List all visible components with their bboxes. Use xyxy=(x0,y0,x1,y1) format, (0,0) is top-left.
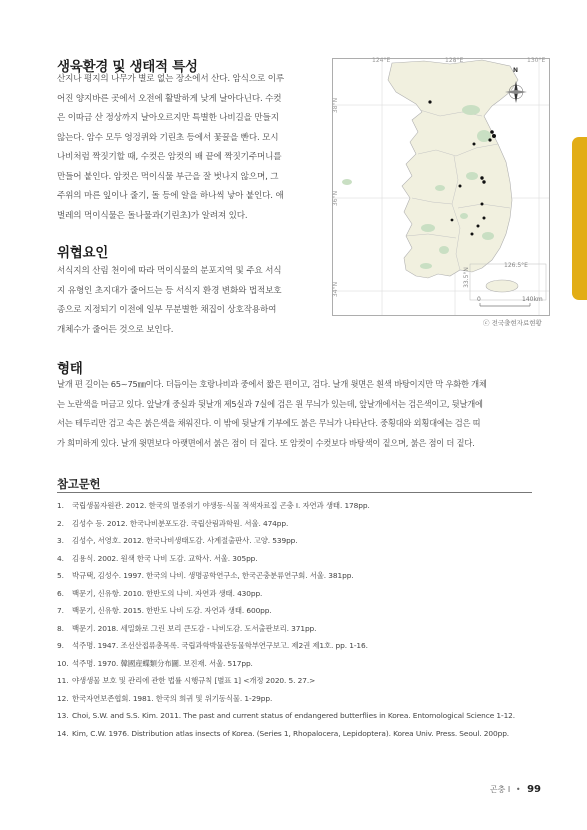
reference-item: 1. 국립생물자원관. 2012. 한국의 멸종위기 야생동·식물 적색자료집 곤충 I. 자연과 생태. 178pp. xyxy=(57,501,370,510)
habitat-line: 은 이따금 산 정상까지 날아오르지만 특별한 나비길을 만들지 xyxy=(57,113,279,123)
reference-item: 10. 석주명. 1970. 韓國産蝶類分布圖. 보진재. 서울. 517pp. xyxy=(57,658,253,668)
reference-item: 13. Choi, S.W. and S.S. Kim. 2011. The past and current status of endangered butterflies in Korea. Entomological Science 1-12. xyxy=(57,711,516,720)
reference-list xyxy=(57,497,537,742)
lon-label-130: 130°E xyxy=(527,57,546,64)
habitat-line: 어진 양지바른 곳에서 오전에 활발하게 낮게 날아다닌다. 수컷 xyxy=(57,93,282,104)
reference-item: 12. 한국자연보존협회. 1981. 한국의 희귀 및 위기동식물. 1-29pp. xyxy=(57,693,273,703)
lon-label-124: 124°E xyxy=(372,57,391,64)
lat-label-38: 38°N xyxy=(332,97,340,114)
habitat-line: 나비처럼 짝짓기할 때, 수컷은 암컷의 배 끝에 짝짓기주머니를 xyxy=(57,152,282,162)
habitat-line: 않는다. 암수 모두 엉겅퀴와 기린초 등에서 꽃꿀을 빤다. 모시 xyxy=(57,132,279,143)
footer-section: 곤충 I xyxy=(489,785,511,794)
morphology-heading: 형태 xyxy=(57,361,83,377)
threats-line: 서식지의 산림 천이에 따라 먹이식물의 분포지역 및 주요 서식 xyxy=(57,266,282,276)
morphology-line: 는 노란색을 머금고 있다. 앞날개 중실과 뒷날개 제5실과 7실에 검은 원 무늬가 있는데, 앞날개에서는 검은색이고, 뒷날개에 xyxy=(57,398,483,409)
habitat-line: 만들어 붙인다. 암컷은 먹이식물 부근을 잘 벗나지 않으며, 그 xyxy=(57,171,279,182)
reference-item: 9. 석주명. 1947. 조선산접류총목록. 국립과학박물관동물학부연구보고. 제2권 제1호. pp. 1-16. xyxy=(57,641,368,650)
threats-heading: 위협요인 xyxy=(57,245,108,261)
inset-lat-label: 33.5°N xyxy=(462,267,470,288)
habitat-text xyxy=(57,70,320,226)
lat-label-34: 34°N xyxy=(332,281,340,298)
references-divider xyxy=(57,492,532,493)
habitat-line: 벌레의 먹이식물은 돌나물과(기린초)가 알려져 있다. xyxy=(57,210,248,221)
morphology-text xyxy=(57,375,542,453)
reference-item: 6. 백문기, 신유항. 2010. 한반도의 나비. 자연과 생태. 430pp. xyxy=(57,588,263,598)
reference-item: 2. 김성수 등. 2012. 한국나비분포도감. 국립산림과학원. 서울. 474pp. xyxy=(57,518,289,528)
map-credit: ⓒ 전국출현자료현황 xyxy=(483,319,542,327)
jeju-island xyxy=(486,280,518,292)
reference-item: 5. 박규택, 김성수. 1997. 한국의 나비. 생명공학연구소, 한국곤충분류연구회. 서울. 381pp. xyxy=(57,571,354,580)
references-heading: 참고문헌 xyxy=(57,477,101,491)
reference-item: 4. 김용식. 2002. 원색 한국 나비 도감. 교학사. 서울. 305pp. xyxy=(57,553,258,563)
map-svg xyxy=(332,58,550,316)
morphology-line: 서는 테두리만 검고 속은 붉은색을 채워진다. 이 밖에 뒷날개 기부에도 붉은 무늬가 나타난다. 중횡대와 외횡대에는 검은 띠 xyxy=(57,418,481,428)
threats-line: 지 유형인 초지대가 줄어드는 등 서식지 환경 변화와 법적보호 xyxy=(57,285,282,296)
reference-item: 8. 백문기. 2018. 세밀화로 그린 보리 큰도감 - 나비도감. 도서출판보리. 371pp. xyxy=(57,623,317,633)
threats-text xyxy=(57,262,320,340)
north-label: N xyxy=(513,67,519,74)
scale-start-label: 0 xyxy=(477,296,481,303)
habitat-line: 산지나 평지의 나무가 별로 없는 장소에서 산다. 암식으로 이루 xyxy=(57,74,285,84)
habitat-line: 주위의 마른 잎이나 줄기, 돌 등에 알을 하나씩 낳아 붙인다. 애 xyxy=(57,191,284,201)
morphology-line: 가 희미하게 있다. 날개 윗면보다 아랫면에서 붉은 점이 더 짙다. 또 암컷이 수컷보다 바탕색이 짙으며, 붉은 점이 더 짙다. xyxy=(57,437,475,448)
scale-end-label: 140km xyxy=(522,296,543,303)
footer-separator: • xyxy=(515,785,521,794)
lon-label-128: 128°E xyxy=(445,57,464,64)
lat-label-36: 36°N xyxy=(332,190,340,207)
reference-item: 7. 백문기, 신유항. 2015. 한반도 나비 도감. 자연과 생태. 600pp. xyxy=(57,606,272,615)
page-number: 99 xyxy=(527,784,541,795)
threats-line: 개체수가 줄어든 것으로 보인다. xyxy=(57,324,174,335)
threats-line: 종으로 지정되기 이전에 일부 무분별한 채집이 상호작용하여 xyxy=(57,305,277,315)
morphology-line: 날개 편 길이는 65~75㎜이다. 더듬이는 호랑나비과 중에서 짧은 편이고, 검다. 날개 윗면은 흰색 바탕이지만 막 우화한 개체 xyxy=(57,379,487,389)
page-footer xyxy=(490,784,541,795)
habitat-heading: 생육환경 및 생태적 특성 xyxy=(57,59,198,75)
reference-item: 14. Kim, C.W. 1976. Distribution atlas insects of Korea. (Series 1, Rhopalocera, Lepidoptera). Korea Univ. Press. Seoul. 200pp. xyxy=(57,728,510,738)
distribution-map xyxy=(332,58,550,316)
inset-lon-label: 126.5°E xyxy=(504,262,528,269)
reference-item: 3. 김성수, 서영호. 2012. 한국나비생태도감. 사계절출판사. 고양. 539pp. xyxy=(57,536,298,545)
section-side-tab xyxy=(572,137,587,300)
reference-item: 11. 야생생물 보호 및 관리에 관한 법률 시행규칙 [별표 1] <개정 2020. 5. 27.> xyxy=(57,676,316,685)
